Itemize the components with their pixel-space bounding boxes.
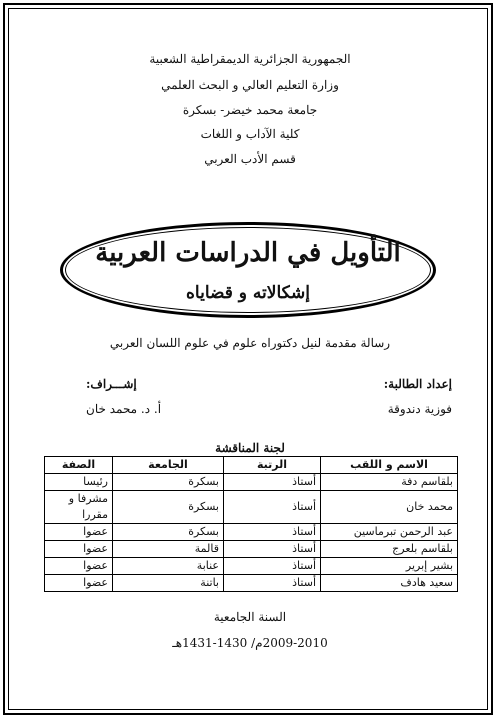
member-university: بسكرة	[113, 524, 224, 541]
table-row	[45, 575, 458, 592]
member-university: بسكرة	[113, 491, 224, 524]
member-role: عضوا	[45, 558, 113, 575]
academic-year-label: السنة الجامعية	[213, 610, 287, 624]
member-name: سعيد هادف	[321, 575, 458, 592]
thesis-title: التأويل في الدراسات العربية	[95, 238, 401, 268]
member-role: عضوا	[45, 524, 113, 541]
member-university: بسكرة	[113, 474, 224, 491]
student-name: فوزية دندوقة	[387, 402, 452, 416]
header-faculty: كلية الآداب و اللغات	[200, 127, 300, 141]
member-role: عضوا	[45, 575, 113, 592]
header-role: الصفة	[45, 457, 113, 474]
committee-title: لجنة المناقشة	[215, 441, 285, 455]
table-row	[45, 474, 458, 491]
member-rank: أستاذ	[224, 541, 321, 558]
member-name: بلقاسم دفة	[321, 474, 458, 491]
supervisor-label: إشـــراف:	[86, 377, 137, 391]
member-name: بلقاسم بلعرج	[321, 541, 458, 558]
member-name: بشير إبرير	[321, 558, 458, 575]
member-role: عضوا	[45, 541, 113, 558]
member-university: عنابة	[113, 558, 224, 575]
committee-table	[44, 456, 458, 592]
table-row	[45, 558, 458, 575]
title-ellipse-frame	[60, 222, 436, 318]
student-label: إعداد الطالبة:	[383, 377, 452, 391]
member-rank: أستاذ	[224, 524, 321, 541]
thesis-description: رسالة مقدمة لنيل دكتوراه علوم في علوم اللسان العربي	[109, 336, 391, 350]
academic-year-value: 2009-2010م/ 1430-1431هـ	[172, 636, 328, 650]
member-rank: أستاذ	[224, 491, 321, 524]
thesis-subtitle: إشكالاته و قضاياه	[186, 283, 310, 303]
header-ministry: وزارة التعليم العالي و البحث العلمي	[161, 78, 339, 92]
header-university: جامعة محمد خيضر- بسكرة	[182, 103, 318, 117]
member-rank: أستاذ	[224, 575, 321, 592]
member-university: باتنة	[113, 575, 224, 592]
header-name: الاسم و اللقب	[321, 457, 458, 474]
table-row	[45, 491, 458, 524]
header-university: الجامعة	[113, 457, 224, 474]
member-role: مشرفا و مقررا	[45, 491, 113, 524]
committee-header-row	[45, 457, 458, 474]
supervisor-name: أ. د. محمد خان	[86, 402, 162, 416]
member-rank: أستاذ	[224, 558, 321, 575]
header-rank: الرتبة	[224, 457, 321, 474]
member-name: محمد خان	[321, 491, 458, 524]
member-role: رئيسا	[45, 474, 113, 491]
member-university: قالمة	[113, 541, 224, 558]
table-row	[45, 541, 458, 558]
header-republic: الجمهورية الجزائرية الديمقراطية الشعبية	[149, 52, 351, 66]
member-rank: أستاذ	[224, 474, 321, 491]
header-department: قسم الأدب العربي	[204, 152, 296, 166]
member-name: عبد الرحمن تبرماسين	[321, 524, 458, 541]
table-row	[45, 524, 458, 541]
